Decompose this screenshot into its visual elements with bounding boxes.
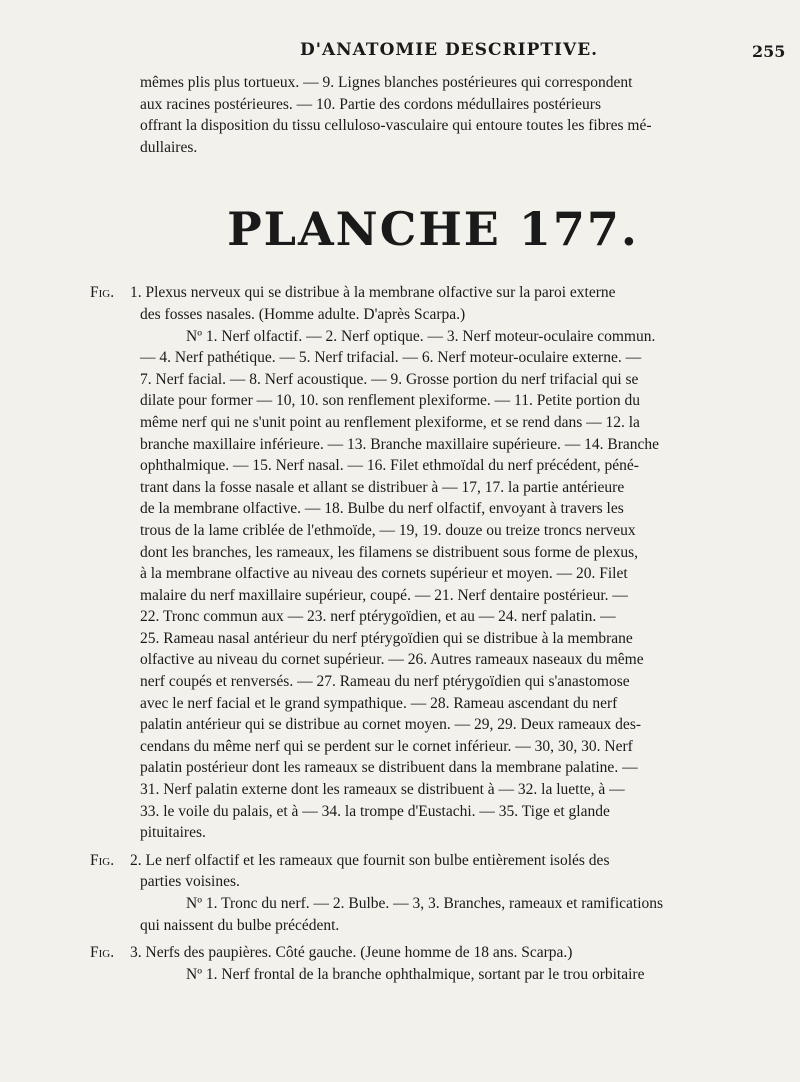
legend-line: Nº 1. Nerf frontal de la branche ophthalmique, sortant par le trou orbitaire — [186, 965, 645, 983]
text-line: dullaires. — [140, 138, 198, 156]
legend-line: — 4. Nerf pathétique. — 5. Nerf trifacial. — 6. Nerf moteur-oculaire externe. — — [140, 349, 642, 367]
legend-line: branche maxillaire inférieure. — 13. Branche maxillaire supérieure. — 14. Branche — [140, 435, 660, 453]
legend-line: trous de la lame criblée de l'ethmoïde, — 19, 19. douze ou treize troncs nerveux — [140, 521, 636, 539]
text-line — [90, 850, 776, 872]
text-line: aux racines postérieures. — 10. Partie des cordons médullaires postérieurs — [140, 95, 601, 113]
figure-title: 3. Nerfs des paupières. Côté gauche. (Jeune homme de 18 ans. Scarpa.) — [130, 944, 573, 962]
text-line: mêmes plis plus tortueux. — 9. Lignes blanches postérieures qui correspondent — [140, 74, 633, 91]
figure-title: 1. Plexus nerveux qui se distribue à la membrane olfactive sur la paroi externe — [130, 284, 616, 302]
legend-line: malaire du nerf maxillaire supérieur, coupé. — 21. Nerf dentaire postérieur. — — [140, 586, 628, 604]
legend-line: avec le nerf facial et le grand sympathique. — 28. Rameau ascendant du nerf — [140, 694, 618, 712]
legend-line: 25. Rameau nasal antérieur du nerf ptérygoïdien qui se distribue à la membrane — [140, 629, 633, 647]
figure-3-legend — [90, 964, 776, 986]
legend-line: qui naissent du bulbe précédent. — [140, 916, 340, 934]
figure-3-caption — [90, 942, 776, 985]
legend-line: 31. Nerf palatin externe dont les rameaux se distribuent à — 32. la luette, à — — [140, 781, 625, 799]
figure-title: 2. Le nerf olfactif et les rameaux que fournit son bulbe entièrement isolés des — [130, 851, 610, 869]
legend-line: trant dans la fosse nasale et allant se distribuer à — 17, 17. la partie antérieure — [140, 478, 625, 496]
legend-line: 22. Tronc commun aux — 23. nerf ptérygoïdien, et au — 24. nerf palatin. — — [140, 608, 616, 626]
legend-line: Nº 1. Tronc du nerf. — 2. Bulbe. — 3, 3. Branches, rameaux et ramifications — [186, 895, 664, 912]
figure-label: Fig. — [90, 851, 115, 869]
page-body — [90, 72, 776, 985]
legend-line: olfactive au niveau du cornet supérieur. — 26. Autres rameaux naseaux du même — [140, 651, 644, 669]
intro-paragraph — [90, 72, 776, 158]
text-line: des fosses nasales. (Homme adulte. D'après Scarpa.) — [140, 305, 466, 323]
plate-title: PLANCHE 177. — [227, 202, 639, 257]
page-number: 255 — [752, 42, 786, 61]
legend-line: dont les branches, les rameaux, les filamens se distribuent sous forme de plexus, — [140, 543, 639, 561]
legend-line: 33. le voile du palais, et à — 34. la trompe d'Eustachi. — 35. Tige et glande — [140, 802, 610, 820]
figure-1-legend — [90, 326, 776, 844]
figure-2-caption — [90, 850, 776, 936]
figure-label: Fig. — [90, 944, 115, 962]
running-head — [0, 40, 800, 62]
text-line: parties voisines. — [140, 873, 240, 891]
legend-line: à la membrane olfactive au niveau des cornets supérieur et moyen. — 20. Filet — [140, 565, 628, 583]
text-line — [90, 942, 776, 964]
legend-line: pituitaires. — [140, 824, 206, 842]
figure-label: Fig. — [90, 284, 115, 302]
legend-line: Nº 1. Nerf olfactif. — 2. Nerf optique. — 3. Nerf moteur-oculaire commun. — [186, 327, 656, 345]
legend-line: ophthalmique. — 15. Nerf nasal. — 16. Filet ethmoïdal du nerf précédent, péné- — [140, 457, 639, 475]
text-line — [90, 282, 776, 304]
legend-line: de la membrane olfactive. — 18. Bulbe du nerf olfactif, envoyant à travers les — [140, 500, 624, 518]
text-line: offrant la disposition du tissu celluloso-vasculaire qui entoure toutes les fibres mé- — [140, 117, 652, 135]
legend-line: nerf coupés et renversés. — 27. Rameau du nerf ptérygoïdien qui s'anastomose — [140, 673, 630, 691]
legend-line: palatin postérieur dont les rameaux se distribuent dans la membrane palatine. — — [140, 759, 638, 777]
legend-line: 7. Nerf facial. — 8. Nerf acoustique. — 9. Grosse portion du nerf trifacial qui se — [140, 370, 639, 388]
legend-line: dilate pour former — 10, 10. son renflement plexiforme. — 11. Petite portion du — [140, 392, 641, 410]
legend-line: cendans du même nerf qui se perdent sur le cornet inférieur. — 30, 30, 30. Nerf — [140, 737, 633, 755]
figure-1-caption — [90, 282, 776, 843]
legend-line: même nerf qui ne s'unit point au renflement plexiforme, et se rend dans — 12. la — [140, 413, 640, 431]
figure-2-legend — [90, 893, 776, 936]
running-title: D'ANATOMIE DESCRIPTIVE. — [300, 40, 599, 60]
legend-line: palatin antérieur qui se distribue au cornet moyen. — 29, 29. Deux rameaux des- — [140, 716, 642, 734]
